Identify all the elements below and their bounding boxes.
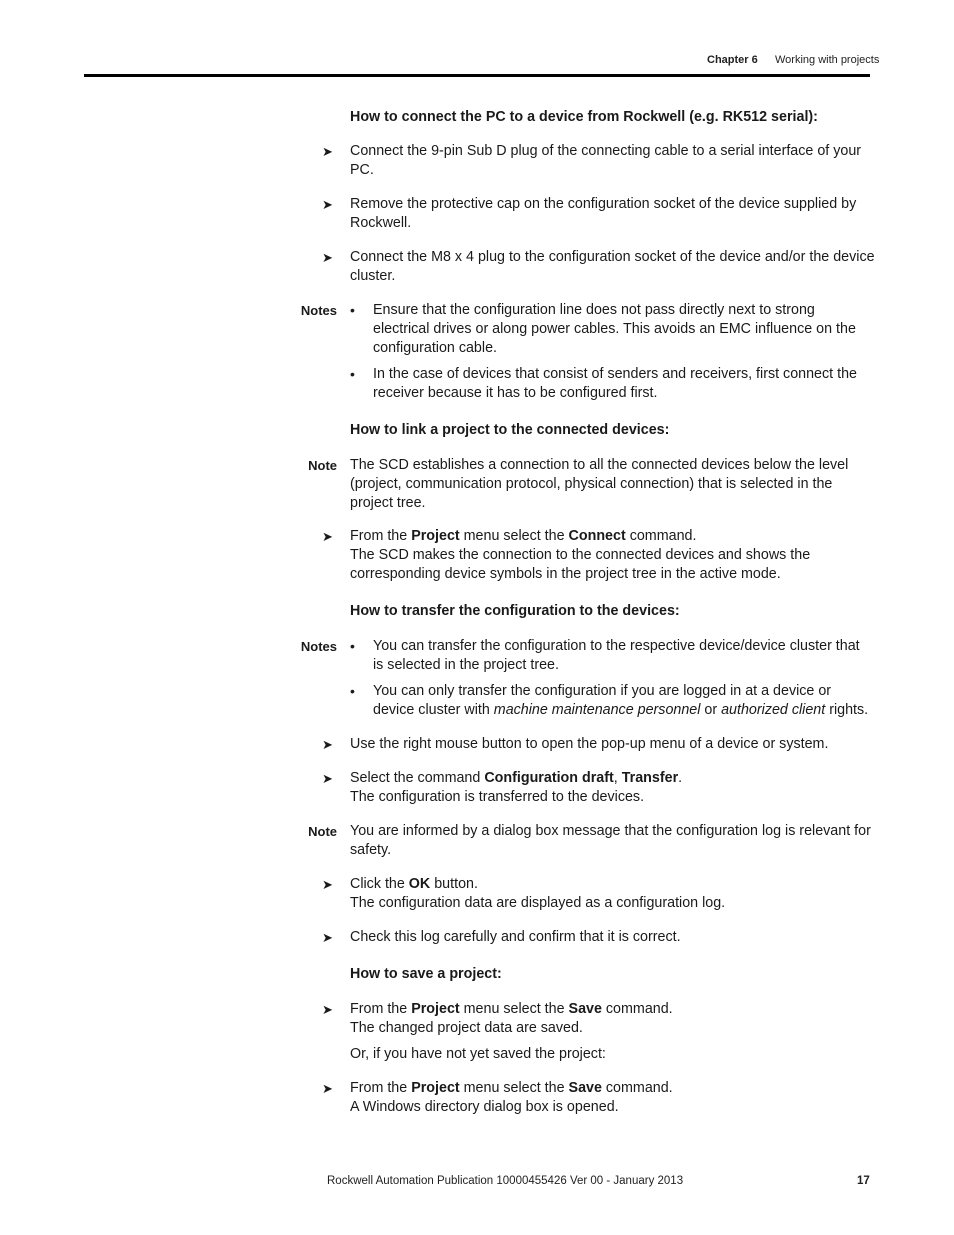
header-chapter: Chapter 6	[707, 54, 758, 66]
step-project-save-as: From the Project menu select the Save command. A Windows directory dialog box is opened.	[350, 1080, 673, 1115]
heading-transfer: How to transfer the configuration to the devices:	[350, 603, 680, 619]
arrow-bullet-icon: ➤	[322, 144, 333, 159]
arrow-bullet-icon: ➤	[322, 737, 333, 752]
notes-label: Notes	[300, 639, 337, 654]
arrow-bullet-icon: ➤	[322, 529, 333, 544]
header-title: Working with projects	[775, 54, 880, 66]
note-scd-connection: The SCD establishes a connection to all the connected devices below the level (project, communication protocol, physical connection) that is selected in the project tree.	[350, 457, 849, 511]
header-rule	[84, 74, 870, 77]
step-right-mouse: Use the right mouse button to open the pop-up menu of a device or system.	[350, 736, 829, 752]
bullet-icon: •	[350, 683, 355, 699]
note-label: Note	[308, 824, 337, 839]
bullet-icon: •	[350, 638, 355, 654]
note-transfer-respective: You can transfer the configuration to the respective device/device cluster that is selected in the project tree.	[373, 638, 860, 673]
arrow-bullet-icon: ➤	[322, 877, 333, 892]
note-label: Note	[308, 458, 337, 473]
bullet-icon: •	[350, 366, 355, 382]
bullet-icon: •	[350, 302, 355, 318]
step-connect-m8: Connect the M8 x 4 plug to the configuration socket of the device and/or the device cluster.	[350, 249, 875, 284]
note-config-line: Ensure that the configuration line does not pass directly next to strong electrical drives or along power cables. This avoids an EMC influence on the configuration cable.	[373, 302, 856, 356]
arrow-bullet-icon: ➤	[322, 1002, 333, 1017]
page-number: 17	[857, 1175, 870, 1187]
step-connect-subd: Connect the 9-pin Sub D plug of the connecting cable to a serial interface of your PC.	[350, 143, 862, 178]
step-check-log: Check this log carefully and confirm that it is correct.	[350, 929, 681, 945]
footer-publication: Rockwell Automation Publication 10000455426 Ver 00 - January 2013	[327, 1175, 684, 1187]
step-click-ok: Click the OK button. The configuration data are displayed as a configuration log.	[350, 876, 726, 911]
step-select-transfer: Select the command Configuration draft, Transfer. The configuration is transferred to the devices.	[350, 770, 683, 805]
heading-link-project: How to link a project to the connected devices:	[350, 422, 670, 438]
note-senders-receivers: In the case of devices that consist of senders and receivers, first connect the receiver because it has to be configured first.	[373, 366, 857, 401]
step-project-save: From the Project menu select the Save command. The changed project data are saved.	[350, 1001, 673, 1036]
or-text: Or, if you have not yet saved the project:	[350, 1046, 606, 1062]
step-remove-cap: Remove the protective cap on the configuration socket of the device supplied by Rockwell.	[350, 196, 857, 231]
note-dialog-box: You are informed by a dialog box message that the configuration log is relevant for safety.	[350, 823, 871, 858]
arrow-bullet-icon: ➤	[322, 771, 333, 786]
notes-label: Notes	[300, 303, 337, 318]
step-project-connect: From the Project menu select the Connect command. The SCD makes the connection to the connected devices and shows the corresponding device symbols in the project tree in the active mode.	[350, 528, 811, 582]
arrow-bullet-icon: ➤	[322, 930, 333, 945]
heading-connect-pc: How to connect the PC to a device from Rockwell (e.g. RK512 serial):	[350, 109, 818, 125]
arrow-bullet-icon: ➤	[322, 1081, 333, 1096]
arrow-bullet-icon: ➤	[322, 250, 333, 265]
note-transfer-rights: You can only transfer the configuration if you are logged in at a device or device cluster with machine maintenance personnel or authorized client rights.	[373, 683, 869, 718]
arrow-bullet-icon: ➤	[322, 197, 333, 212]
heading-save: How to save a project:	[350, 966, 502, 982]
